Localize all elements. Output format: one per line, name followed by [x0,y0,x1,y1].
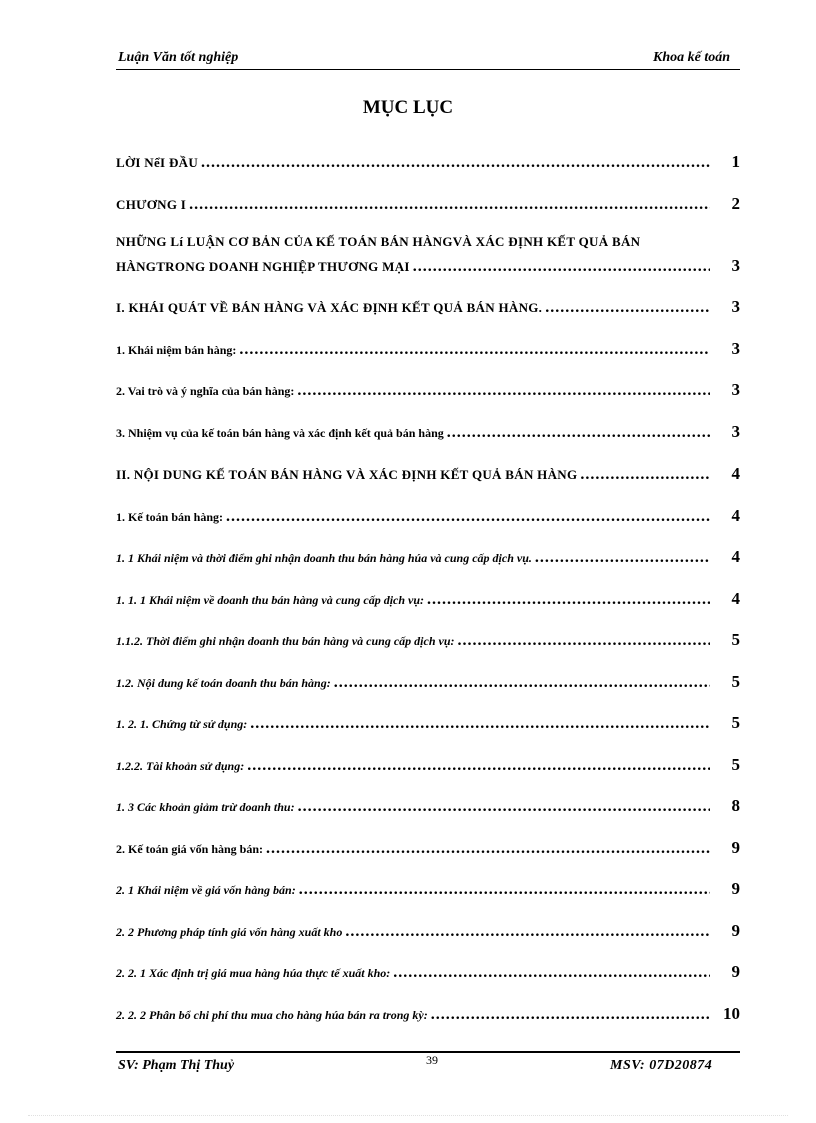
toc-entry[interactable] [116,962,740,982]
toc-entry-text: 3. Nhiệm vụ của kế toán bán hàng và xác định kết quả bán hàng [116,426,444,440]
toc-entry-text: CHƯƠNG I [116,197,187,212]
toc-entry-text: 2. 1 Khái niệm về giá vốn hàng bán: [116,883,296,897]
toc-entry[interactable] [116,755,740,775]
toc-entry[interactable] [116,194,740,214]
toc-entry-text: 1. 1 Khái niệm và thời điểm ghi nhận doanh thu bán hàng húa và cung cấp dịch vụ. [116,551,532,565]
toc-entry-page: 3 [731,380,740,399]
toc-leader-dots [297,382,710,400]
toc-entry[interactable] [116,589,740,609]
toc-entry-text: HÀNGTRONG DOANH NGHIỆP THƯƠNG MẠI [116,259,410,274]
toc-leader-dots [226,508,710,526]
toc-leader-dots [427,591,710,609]
toc-entry[interactable] [116,838,740,858]
toc-leader-dots [201,154,710,172]
toc-leader-dots [189,196,710,214]
toc-entry[interactable] [116,1004,740,1024]
toc-leader-dots [334,674,710,692]
toc-entry[interactable] [116,464,740,484]
toc-entry[interactable] [116,713,740,733]
toc-entry-page: 4 [731,547,740,566]
toc-entry[interactable] [116,547,740,567]
toc-entry-page: 4 [731,464,740,483]
page-title: MỤC LỤC [362,97,454,118]
page-number: 39 [426,1053,438,1067]
toc-leader-dots [458,632,710,650]
page-bottom-border [28,1115,788,1116]
toc-entry-page: 4 [731,506,740,525]
toc-entry-text: 2. Vai trò và ý nghĩa của bán hàng: [116,384,295,398]
toc-entry-page: 3 [731,422,740,441]
toc-entry-page: 5 [731,630,740,649]
toc-entry-text: LỜI NểI ĐẦU [116,155,199,170]
toc-entry-text: 2. 2. 1 Xác định trị giá mua hàng húa thực tế xuất kho: [116,966,391,980]
toc-entry[interactable] [116,672,740,692]
toc-entry-page: 3 [731,256,740,275]
toc-entry-text: 2. Kế toán giá vốn hàng bán: [116,842,264,856]
toc-leader-dots [345,923,710,941]
toc-entry-text: 1. 3 Các khoản giảm trừ doanh thu: [116,800,295,814]
toc-leader-dots [299,881,710,899]
toc-entry-text: 2. 2. 2 Phân bổ chi phí thu mua cho hàng húa bán ra trong kỳ: [116,1008,428,1022]
toc-leader-dots [250,715,710,733]
toc-entry-page: 1 [731,152,740,171]
toc-entry[interactable] [116,339,740,359]
page-header [116,48,740,70]
toc-leader-dots [393,964,710,982]
toc-leader-dots [247,757,710,775]
toc-entry-text: 1. 1. 1 Khái niệm về doanh thu bán hàng và cung cấp dịch vụ: [116,593,425,607]
toc-leader-dots [447,424,710,442]
toc-entry-text: 1. 2. 1. Chứng từ sử dụng: [116,717,248,731]
toc-entry-page: 9 [731,921,740,940]
toc-entry-text: 1. Khái niệm bán hàng: [116,343,237,357]
toc-entry[interactable] [116,297,740,317]
toc-entry-page: 8 [731,796,740,815]
header-right-text: Khoa kế toán [652,50,730,65]
toc-entry[interactable] [116,796,740,816]
toc-entry-page: 9 [731,962,740,981]
toc-entry-page: 4 [731,589,740,608]
toc-entry-page: 10 [723,1004,740,1023]
toc-leader-dots [580,466,710,484]
toc-entry-page: 5 [731,713,740,732]
toc-entry-page: 9 [731,879,740,898]
toc-entry-page: 5 [731,755,740,774]
header-rule [116,69,740,70]
toc-leader-dots [545,299,710,317]
toc-entry[interactable] [116,152,740,172]
toc-leader-dots [431,1006,710,1024]
toc-entry-page: 3 [731,297,740,316]
toc-entry-text: 1.1.2. Thời điểm ghi nhận doanh thu bán hàng và cung cấp dịch vụ: [116,634,455,648]
toc-entry[interactable] [116,921,740,941]
toc-entry-text: 2. 2 Phương pháp tính giá vốn hàng xuất kho [116,925,343,939]
toc-leader-dots [535,549,710,567]
toc-entry[interactable] [116,234,740,276]
toc-entry-text-line1: NHỮNG Lí LUẬN CƠ BẢN CỦA KẾ TOÁN BÁN HÀNGVÀ XÁC ĐỊNH KẾT QUẢ BÁN [116,234,641,249]
toc-entry-page: 9 [731,838,740,857]
toc-leader-dots [266,840,710,858]
toc-leader-dots [239,341,710,359]
toc-leader-dots [413,258,710,276]
toc-entry-page: 2 [731,194,740,213]
footer-student-name: SV: Phạm Thị Thuỷ [118,1058,235,1073]
toc-entry-page: 5 [731,672,740,691]
toc-entry-text: 1.2.2. Tài khoản sử dụng: [116,759,245,773]
toc-entry-text: 1.2. Nội dung kế toán doanh thu bán hàng: [116,676,331,690]
toc-entry-text: 1. Kế toán bán hàng: [116,510,224,524]
toc-entry[interactable] [116,422,740,442]
toc-leader-dots [298,798,710,816]
toc-entry-text: I. KHÁI QUÁT VỀ BÁN HÀNG VÀ XÁC ĐỊNH KẾT QUẢ BÁN HÀNG. [116,300,543,315]
toc-entry[interactable] [116,506,740,526]
footer-student-id: MSV: 07D20874 [610,1058,713,1073]
toc-entry-page: 3 [731,339,740,358]
header-left-text: Luận Văn tốt nghiệp [118,50,239,65]
toc-entry[interactable] [116,380,740,400]
toc-entry[interactable] [116,630,740,650]
toc-entry-text: II. NỘI DUNG KẾ TOÁN BÁN HÀNG VÀ XÁC ĐỊNH KẾT QUẢ BÁN HÀNG [116,467,578,482]
toc-entry[interactable] [116,879,740,899]
